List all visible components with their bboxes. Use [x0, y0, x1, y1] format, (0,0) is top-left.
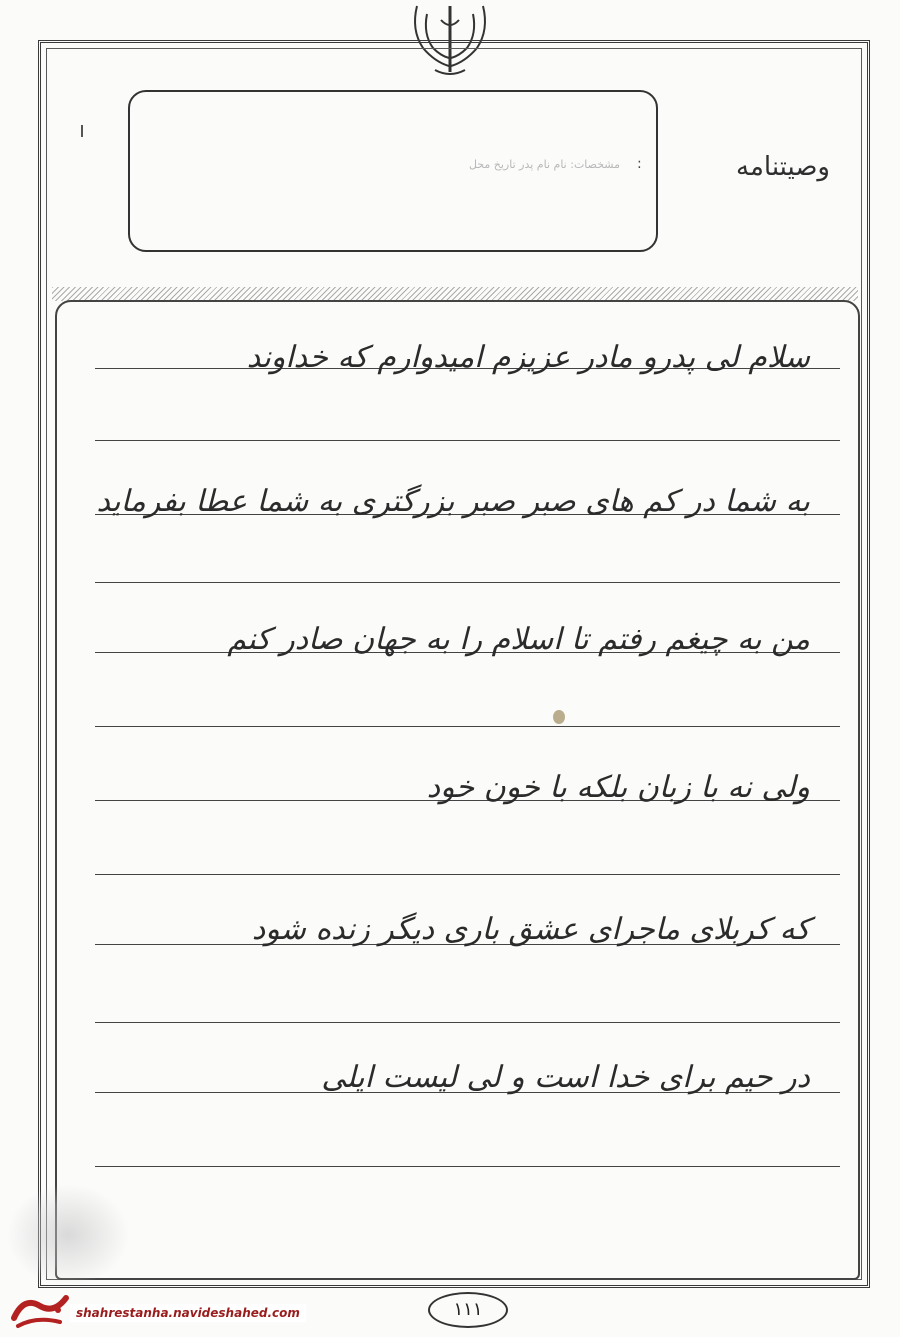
ink-stain — [8, 1185, 128, 1285]
handwritten-line: به شما در کم های صبر صبر بزرگتری به شما عطا بفرماید — [96, 484, 810, 519]
ruled-line — [95, 440, 840, 441]
handwritten-line: ولی نه با زبان بلکه با خون خود — [426, 770, 810, 805]
handwritten-line: در حیم برای خدا است و لی لیست ایلی — [321, 1060, 810, 1095]
handwritten-line: من به چیغم رفتم تا اسلام را به جهان صادر کنم — [227, 622, 810, 657]
header-box — [128, 90, 658, 252]
ruled-line — [95, 582, 840, 583]
page-number: ۱۱۱ — [428, 1292, 508, 1328]
watermark-url: shahrestanha.navideshahed.com — [70, 1304, 306, 1322]
ruled-line — [95, 1022, 840, 1023]
header-colon: : — [637, 156, 642, 172]
handwritten-line: که کربلای ماجرای عشق باری دیگر زنده شود — [251, 912, 810, 947]
margin-mark — [81, 125, 83, 137]
ruled-line — [95, 726, 840, 727]
handwritten-line: سلام لی پدرو مادر عزیزم امیدوارم که خداوند — [246, 340, 810, 375]
header-faint-text: مشخصات: نام نام پدر تاریخ محل — [468, 158, 620, 171]
watermark-logo-icon — [10, 1288, 70, 1330]
document-title: وصیتنامه — [736, 152, 830, 182]
ruled-line — [95, 1166, 840, 1167]
paper-spot — [553, 710, 565, 724]
ruled-line — [95, 874, 840, 875]
decorative-border — [52, 287, 858, 301]
